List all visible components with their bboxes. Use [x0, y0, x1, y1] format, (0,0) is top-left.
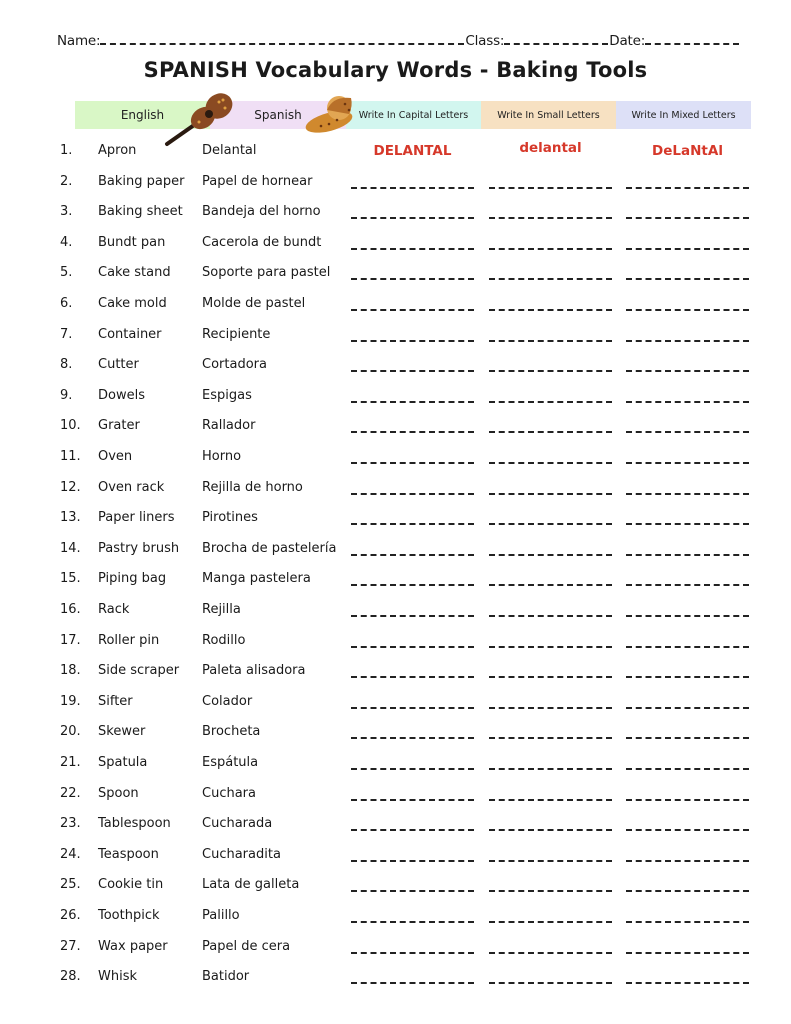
small-answer-line[interactable]: [489, 799, 612, 801]
small-answer-line[interactable]: [489, 340, 612, 342]
english-word: Paper liners: [98, 510, 175, 526]
mixed-answer-line[interactable]: [626, 737, 749, 739]
spanish-word: Palillo: [202, 908, 240, 923]
small-answer-line[interactable]: [489, 615, 612, 617]
column-header-small: Write In Small Letters: [481, 101, 616, 129]
small-answer-line[interactable]: [489, 584, 612, 586]
row-number: 8.: [60, 357, 73, 373]
capital-answer-line[interactable]: [351, 309, 474, 311]
english-word: Bundt pan: [98, 234, 166, 250]
spanish-word: Lata de galleta: [202, 877, 300, 893]
mixed-answer-line[interactable]: [626, 248, 749, 250]
small-answer-line[interactable]: [489, 676, 612, 678]
row-number: 17.: [60, 632, 81, 648]
small-answer-line[interactable]: [489, 309, 612, 311]
vocab-row: [0, 717, 791, 747]
spanish-word: Molde de pastel: [202, 296, 306, 311]
mixed-answer-line[interactable]: [626, 829, 749, 831]
vocab-row: [0, 564, 791, 594]
capital-answer-line[interactable]: [351, 462, 474, 464]
small-answer-line[interactable]: [489, 431, 612, 433]
capital-answer-line[interactable]: [351, 370, 474, 372]
english-word: Dowels: [98, 387, 145, 403]
capital-answer-line[interactable]: [351, 676, 474, 678]
spanish-word: Cortadora: [202, 357, 267, 373]
row-number: 13.: [60, 510, 81, 526]
english-word: Container: [98, 326, 162, 342]
row-number: 22.: [60, 785, 81, 801]
name-label: Name:: [57, 33, 101, 49]
mixed-answer-line[interactable]: [626, 340, 749, 342]
capital-answer-line[interactable]: [351, 737, 474, 739]
capital-answer-line[interactable]: [351, 523, 474, 525]
spanish-word: Recipiente: [202, 326, 271, 342]
capital-answer-line[interactable]: [351, 493, 474, 495]
spanish-word: Batidor: [202, 969, 250, 985]
spanish-word: Rallador: [202, 418, 256, 434]
spanish-word: Cuchara: [202, 785, 256, 801]
sombrero-icon: [303, 92, 361, 136]
english-word: Spatula: [98, 755, 148, 770]
english-word: Pastry brush: [98, 540, 180, 556]
row-number: 6.: [60, 296, 73, 311]
vocab-row: [0, 870, 791, 900]
capital-answer-line[interactable]: [351, 829, 474, 831]
mixed-answer-line[interactable]: [626, 462, 749, 464]
small-answer-line[interactable]: [489, 462, 612, 464]
capital-answer-line[interactable]: [351, 921, 474, 923]
row-number: 10.: [60, 418, 81, 434]
vocab-row: [0, 442, 791, 472]
capital-answer-line[interactable]: [351, 646, 474, 648]
english-word: Roller pin: [98, 632, 160, 648]
small-answer-line[interactable]: [489, 278, 612, 280]
small-answer-line[interactable]: [489, 829, 612, 831]
capital-answer-line[interactable]: [351, 248, 474, 250]
spanish-word: Cucharada: [202, 816, 273, 832]
class-label: Class:: [465, 33, 505, 49]
spanish-word: Brocheta: [202, 724, 261, 740]
small-answer-line[interactable]: [489, 401, 612, 403]
mixed-answer-line[interactable]: [626, 309, 749, 311]
date-field[interactable]: [645, 33, 739, 45]
column-header-mixed: Write In Mixed Letters: [616, 101, 751, 129]
vocab-row: [0, 503, 791, 533]
mixed-answer-line[interactable]: [626, 584, 749, 586]
row-number: 12.: [60, 479, 81, 495]
row-number: 28.: [60, 969, 81, 985]
capital-answer-line[interactable]: [351, 799, 474, 801]
small-answer-line[interactable]: [489, 737, 612, 739]
row-number: 23.: [60, 816, 81, 832]
spanish-word: Colador: [202, 693, 253, 709]
mixed-answer-line[interactable]: [626, 676, 749, 678]
row-number: 2.: [60, 173, 73, 189]
capital-answer-line[interactable]: [351, 431, 474, 433]
vocab-row: [0, 779, 791, 809]
english-word: Cake stand: [98, 265, 171, 281]
mixed-answer-line[interactable]: [626, 860, 749, 862]
row-number: 9.: [60, 387, 73, 403]
column-header-spanish: Spanish: [210, 101, 346, 129]
spanish-word: Delantal: [202, 143, 257, 158]
spanish-word: Paleta alisadora: [202, 663, 306, 679]
spanish-word: Rejilla de horno: [202, 479, 303, 495]
vocab-row: [0, 381, 791, 411]
mixed-answer-line[interactable]: [626, 187, 749, 189]
capital-answer-line[interactable]: [351, 554, 474, 556]
spanish-word: Cacerola de bundt: [202, 234, 322, 250]
english-word: Oven: [98, 449, 133, 464]
vocab-row: [0, 748, 791, 778]
mixed-answer-line[interactable]: [626, 523, 749, 525]
spanish-word: Manga pastelera: [202, 571, 311, 587]
english-word: Spoon: [98, 785, 139, 801]
english-word: Side scraper: [98, 663, 180, 679]
english-word: Rack: [98, 602, 130, 617]
mixed-answer-line[interactable]: [626, 921, 749, 923]
mixed-answer-line[interactable]: [626, 278, 749, 280]
small-answer-line[interactable]: [489, 982, 612, 984]
english-word: Baking paper: [98, 173, 185, 189]
english-word: Teaspoon: [98, 846, 159, 862]
small-answer-line[interactable]: [489, 187, 612, 189]
english-word: Apron: [98, 143, 137, 158]
row-number: 25.: [60, 877, 81, 893]
capital-answer-line[interactable]: [351, 860, 474, 862]
mixed-answer-line[interactable]: [626, 799, 749, 801]
spanish-word: Papel de hornear: [202, 173, 313, 189]
english-word: Baking sheet: [98, 204, 183, 220]
vocab-row: [0, 626, 791, 656]
vocab-row: [0, 809, 791, 839]
vocab-row: [0, 687, 791, 717]
capital-answer-line[interactable]: [351, 584, 474, 586]
spanish-word: Brocha de pastelería: [202, 540, 337, 556]
row-number: 7.: [60, 326, 73, 342]
mixed-answer-line[interactable]: [626, 370, 749, 372]
capital-answer-line[interactable]: [351, 401, 474, 403]
spanish-word: Pirotines: [202, 510, 258, 526]
small-answer-line[interactable]: [489, 523, 612, 525]
row-number: 21.: [60, 755, 81, 770]
name-field[interactable]: [100, 33, 464, 45]
vocab-row: [0, 411, 791, 441]
mixed-answer-line[interactable]: [626, 646, 749, 648]
english-word: Sifter: [98, 693, 133, 709]
spanish-word: Rejilla: [202, 602, 241, 617]
row-number: 19.: [60, 693, 81, 709]
vocab-row: [0, 595, 791, 625]
mixed-answer-line[interactable]: [626, 768, 749, 770]
mixed-answer-line[interactable]: [626, 401, 749, 403]
row-number: 20.: [60, 724, 81, 740]
mixed-answer-line[interactable]: [626, 615, 749, 617]
row-number: 14.: [60, 540, 81, 556]
capital-answer-line[interactable]: [351, 217, 474, 219]
vocab-row: [0, 473, 791, 503]
mixed-answer-line[interactable]: [626, 952, 749, 954]
english-word: Piping bag: [98, 571, 167, 587]
date-label: Date:: [609, 33, 646, 49]
small-answer-line[interactable]: [489, 370, 612, 372]
mixed-answer-line[interactable]: [626, 554, 749, 556]
mixed-answer-line[interactable]: [626, 890, 749, 892]
small-answer-line[interactable]: [489, 554, 612, 556]
capital-answer-line[interactable]: [351, 707, 474, 709]
row-number: 3.: [60, 204, 73, 220]
english-word: Cutter: [98, 357, 139, 373]
vocab-row: [0, 350, 791, 380]
row-number: 16.: [60, 602, 81, 617]
row-number: 4.: [60, 234, 73, 250]
spanish-word: Espátula: [202, 755, 259, 770]
english-word: Grater: [98, 418, 140, 434]
vocab-row: [0, 167, 791, 197]
vocab-row: [0, 932, 791, 962]
vocab-row: [0, 534, 791, 564]
small-answer-line[interactable]: [489, 768, 612, 770]
spanish-word: Bandeja del horno: [202, 204, 321, 220]
vocab-row: [0, 197, 791, 227]
small-answer-line[interactable]: [489, 952, 612, 954]
column-header-capital: Write In Capital Letters: [346, 101, 481, 129]
spanish-word: Cucharadita: [202, 846, 281, 862]
english-word: Whisk: [98, 969, 138, 985]
small-answer-line[interactable]: [489, 248, 612, 250]
small-answer-line[interactable]: [489, 646, 612, 648]
page-title: SPANISH Vocabulary Words - Baking Tools: [143, 58, 648, 82]
row-number: 15.: [60, 571, 81, 587]
row-number: 24.: [60, 846, 81, 862]
vocab-row: [0, 258, 791, 288]
mixed-answer-line[interactable]: [626, 982, 749, 984]
example-mixed: DeLaNtAl: [652, 143, 723, 159]
capital-answer-line[interactable]: [351, 982, 474, 984]
capital-answer-line[interactable]: [351, 340, 474, 342]
mixed-answer-line[interactable]: [626, 707, 749, 709]
capital-answer-line[interactable]: [351, 952, 474, 954]
english-word: Oven rack: [98, 479, 165, 495]
english-word: Toothpick: [98, 908, 160, 923]
mixed-answer-line[interactable]: [626, 493, 749, 495]
vocab-row: [0, 136, 791, 166]
example-small: delantal: [519, 140, 582, 156]
small-answer-line[interactable]: [489, 707, 612, 709]
row-number: 18.: [60, 663, 81, 679]
example-capital: DELANTAL: [373, 143, 452, 159]
spanish-word: Espigas: [202, 387, 252, 403]
small-answer-line[interactable]: [489, 860, 612, 862]
english-word: Wax paper: [98, 938, 168, 954]
vocab-row: [0, 320, 791, 350]
vocab-row: [0, 228, 791, 258]
vocab-row: [0, 962, 791, 992]
english-word: Cookie tin: [98, 877, 164, 893]
spanish-word: Papel de cera: [202, 938, 291, 954]
column-header-english: English: [75, 101, 210, 129]
row-number: 26.: [60, 908, 81, 923]
small-answer-line[interactable]: [489, 493, 612, 495]
row-number: 5.: [60, 265, 73, 281]
vocab-row: [0, 289, 791, 319]
english-word: Tablespoon: [98, 816, 171, 832]
vocab-row: [0, 901, 791, 931]
english-word: Skewer: [98, 724, 146, 740]
vocab-row: [0, 840, 791, 870]
capital-answer-line[interactable]: [351, 615, 474, 617]
capital-answer-line[interactable]: [351, 278, 474, 280]
student-info-line: [57, 33, 749, 49]
capital-answer-line[interactable]: [351, 768, 474, 770]
small-answer-line[interactable]: [489, 217, 612, 219]
english-word: Cake mold: [98, 296, 167, 311]
mixed-answer-line[interactable]: [626, 431, 749, 433]
row-number: 1.: [60, 143, 73, 158]
small-answer-line[interactable]: [489, 890, 612, 892]
spanish-word: Rodillo: [202, 632, 246, 648]
mixed-answer-line[interactable]: [626, 217, 749, 219]
class-field[interactable]: [504, 33, 608, 45]
row-number: 11.: [60, 449, 81, 464]
vocab-row: [0, 656, 791, 686]
row-number: 27.: [60, 938, 81, 954]
small-answer-line[interactable]: [489, 921, 612, 923]
spanish-word: Horno: [202, 449, 242, 464]
capital-answer-line[interactable]: [351, 187, 474, 189]
capital-answer-line[interactable]: [351, 890, 474, 892]
spanish-word: Soporte para pastel: [202, 265, 331, 281]
